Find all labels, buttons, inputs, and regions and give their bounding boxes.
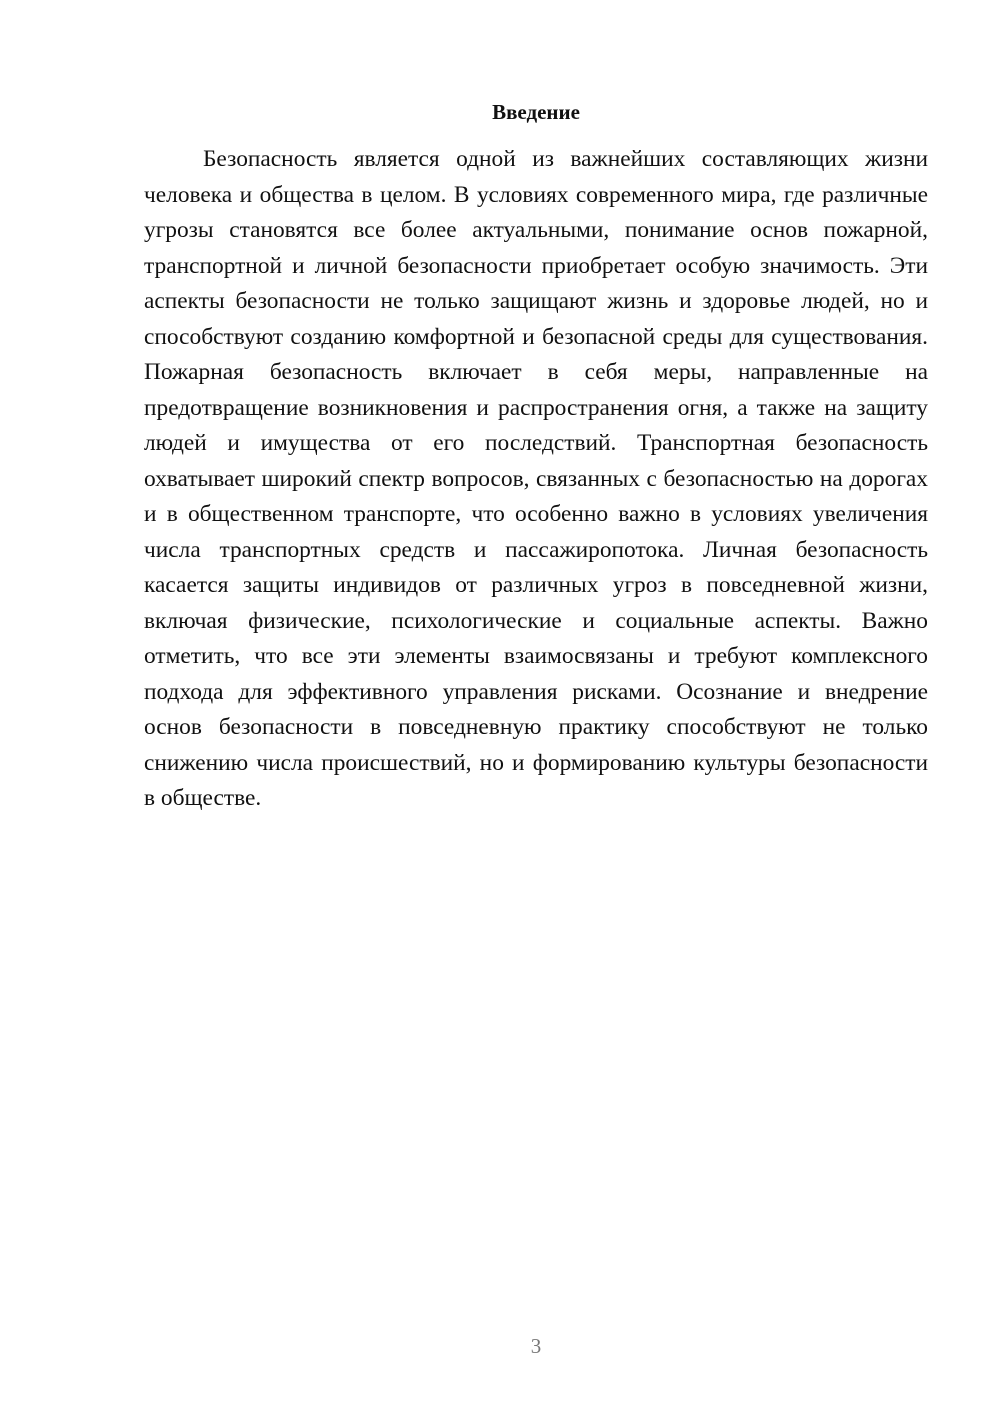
- section-heading: Введение: [492, 100, 580, 124]
- body-paragraph: Безопасность является одной из важнейших составляющих жизни человека и общества в целом. В условиях современного мира, где различные угрозы становятся все более актуальными, понимание основ пожарной, транспортной и личной безопасности приобретает особую значимость. Эти аспекты безопасности не только защищают жизнь и здоровье людей, но и способствуют созданию комфортной и безопасной среды для существования. Пожарная безопасность включает в себя меры, направленные на предотвращение возникновения и распространения огня, а также на защиту людей и имущества от его последствий. Транспортная безопасность охватывает широкий спектр вопросов, связанных с безопасностью на дорогах и в общественном транспорте, что особенно важно в условиях увеличения числа транспортных средств и пассажиропотока. Личная безопасность касается защиты индивидов от различных угроз в повседневной жизни, включая физические, психологические и социальные аспекты. Важно отметить, что все эти элементы взаимосвязаны и требуют комплексного подхода для эффективного управления рисками. Осознание и внедрение основ безопасности в повседневную практику способствуют не только снижению числа происшествий, но и формированию культуры безопасности в обществе.: [144, 146, 928, 811]
- page-number: 3: [530, 1334, 542, 1358]
